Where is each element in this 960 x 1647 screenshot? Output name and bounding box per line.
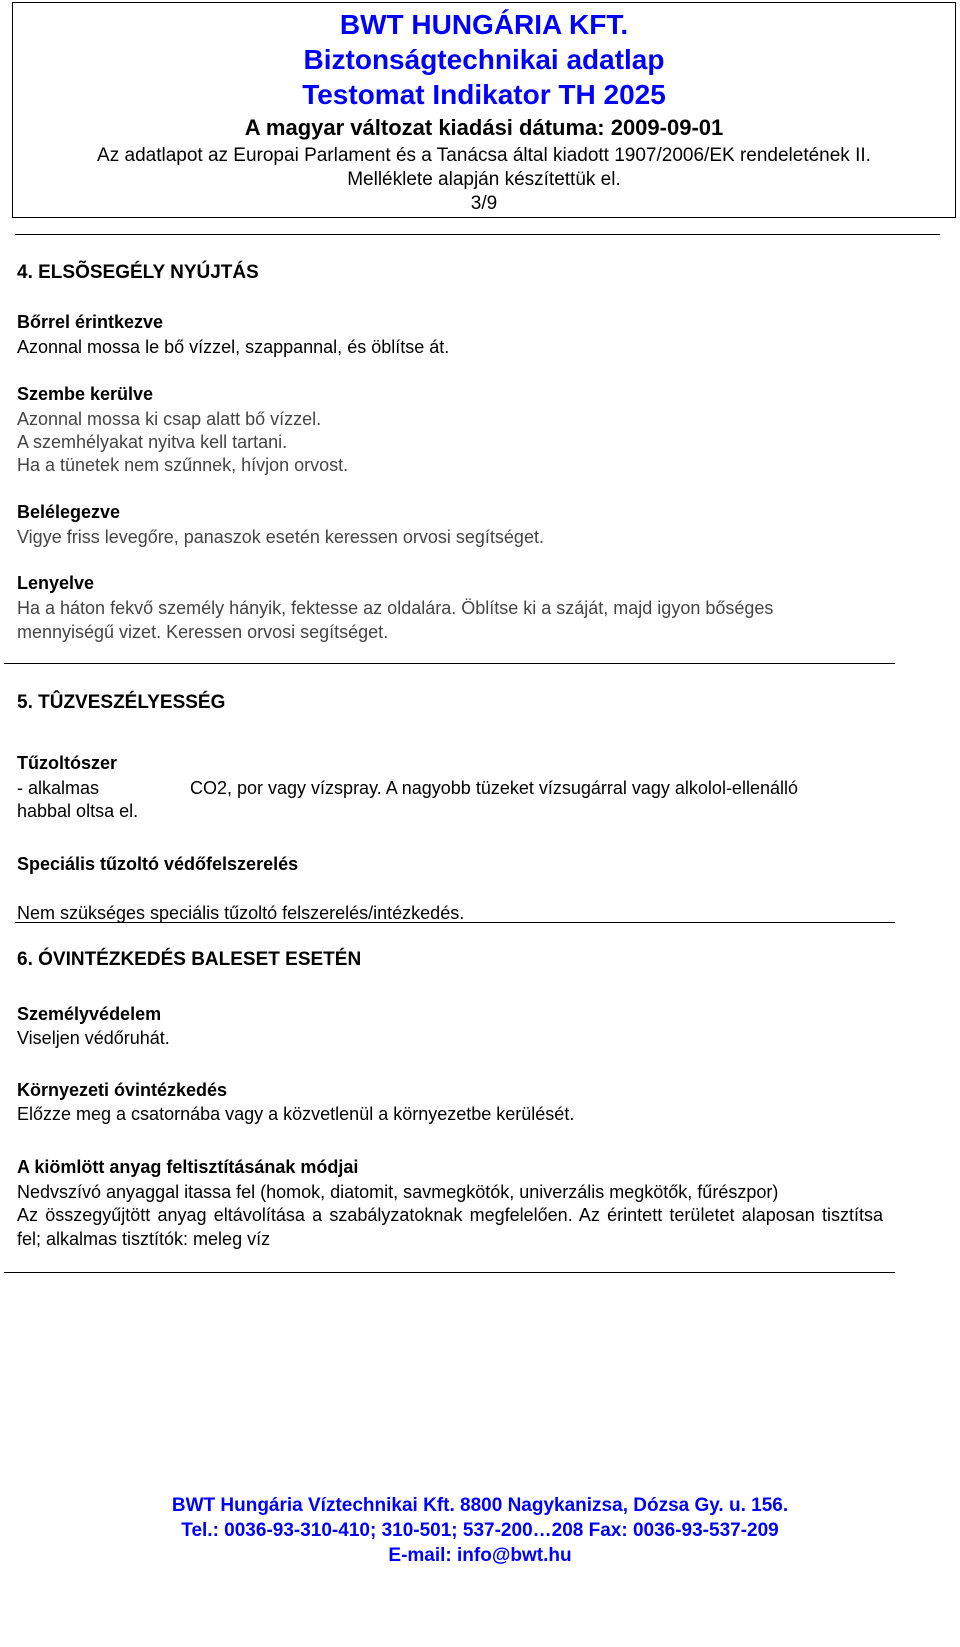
regulation-line-2: Melléklete alapján készítettük el. (347, 169, 621, 190)
divider (15, 234, 940, 235)
extinguisher-text-2: habbal oltsa el. (17, 801, 139, 821)
extinguisher-heading: Tűzoltószer (17, 753, 118, 773)
issue-date: A magyar változat kiadási dátuma: 2009-09-01 (244, 115, 724, 140)
environmental-heading: Környezeti óvintézkedés (17, 1080, 228, 1100)
divider (15, 922, 895, 923)
cleanup-heading: A kiömlött anyag feltisztításának módjai (17, 1157, 359, 1177)
eye-heading: Szembe kerülve (17, 384, 154, 404)
fire-ppe-text: Nem szükséges speciális tűzoltó felszerelés/intézkedés. (17, 903, 465, 923)
document-type: Biztonságtechnikai adatlap (303, 44, 665, 75)
section-5-title: 5. TÛZVESZÉLYESSÉG (17, 692, 226, 713)
eye-text-3: Ha a tünetek nem szűnnek, hívjon orvost. (17, 455, 349, 475)
eye-text-2: A szemhélyakat nyitva kell tartani. (17, 432, 288, 452)
section-4-title: 4. ELSÕSEGÉLY NYÚJTÁS (17, 262, 259, 283)
cleanup-text-1: Nedvszívó anyaggal itassa fel (homok, diatomit, savmegkötók, univerzális megkötők, fűrészpor) (17, 1182, 779, 1202)
ingestion-text-2: mennyiségű vizet. Keressen orvosi segítséget. (17, 622, 389, 642)
company-name: BWT HUNGÁRIA KFT. (339, 9, 629, 40)
extinguisher-text: CO2, por vagy vízspray. A nagyobb tüzeket vízsugárral vagy alkolol-ellenálló (190, 778, 798, 798)
environmental-text: Előzze meg a csatornába vagy a közvetlenül a környezetbe kerülését. (17, 1104, 575, 1124)
extinguisher-label: - alkalmas (17, 778, 100, 798)
ingestion-text-1: Ha a háton fekvő személy hányik, fektesse az oldalára. Öblítse ki a száját, majd igyon bőséges (17, 598, 774, 618)
divider (4, 1272, 895, 1273)
product-name: Testomat Indikator TH 2025 (302, 79, 666, 110)
inhalation-text: Vigye friss levegőre, panaszok esetén keressen orvosi segítséget. (17, 527, 544, 547)
divider (4, 663, 895, 664)
fire-ppe-heading: Speciális tűzoltó védőfelszerelés (17, 854, 299, 874)
skin-text: Azonnal mossa le bő vízzel, szappannal, és öblítse át. (17, 337, 450, 357)
cleanup-text-2: Az összegyűjtött anyag eltávolítása a szabályzatoknak megfelelően. Az érintett területet alaposan tisztítsa fel; alkalmas tisztítók: meleg víz (17, 1205, 883, 1249)
footer-address: BWT Hungária Víztechnikai Kft. 8800 Nagykanizsa, Dózsa Gy. u. 156. (171, 1495, 789, 1516)
document-header (12, 2, 956, 218)
personal-protection-text: Viseljen védőruhát. (17, 1028, 170, 1048)
page-number: 3/9 (470, 193, 498, 214)
regulation-line-1: Az adatlapot az Europai Parlament és a Tanácsa által kiadott 1907/2006/EK rendeletének II. (97, 145, 871, 166)
footer-email: E-mail: info@bwt.hu (388, 1545, 572, 1566)
eye-text-1: Azonnal mossa ki csap alatt bő vízzel. (17, 409, 322, 429)
skin-heading: Bőrrel érintkezve (17, 312, 164, 332)
section-6-title: 6. ÓVINTÉZKEDÉS BALESET ESETÉN (17, 949, 362, 970)
personal-protection-heading: Személyvédelem (17, 1004, 162, 1024)
ingestion-heading: Lenyelve (17, 573, 95, 593)
inhalation-heading: Belélegezve (17, 502, 121, 522)
footer-phone: Tel.: 0036-93-310-410; 310-501; 537-200…208 Fax: 0036-93-537-209 (181, 1520, 779, 1541)
